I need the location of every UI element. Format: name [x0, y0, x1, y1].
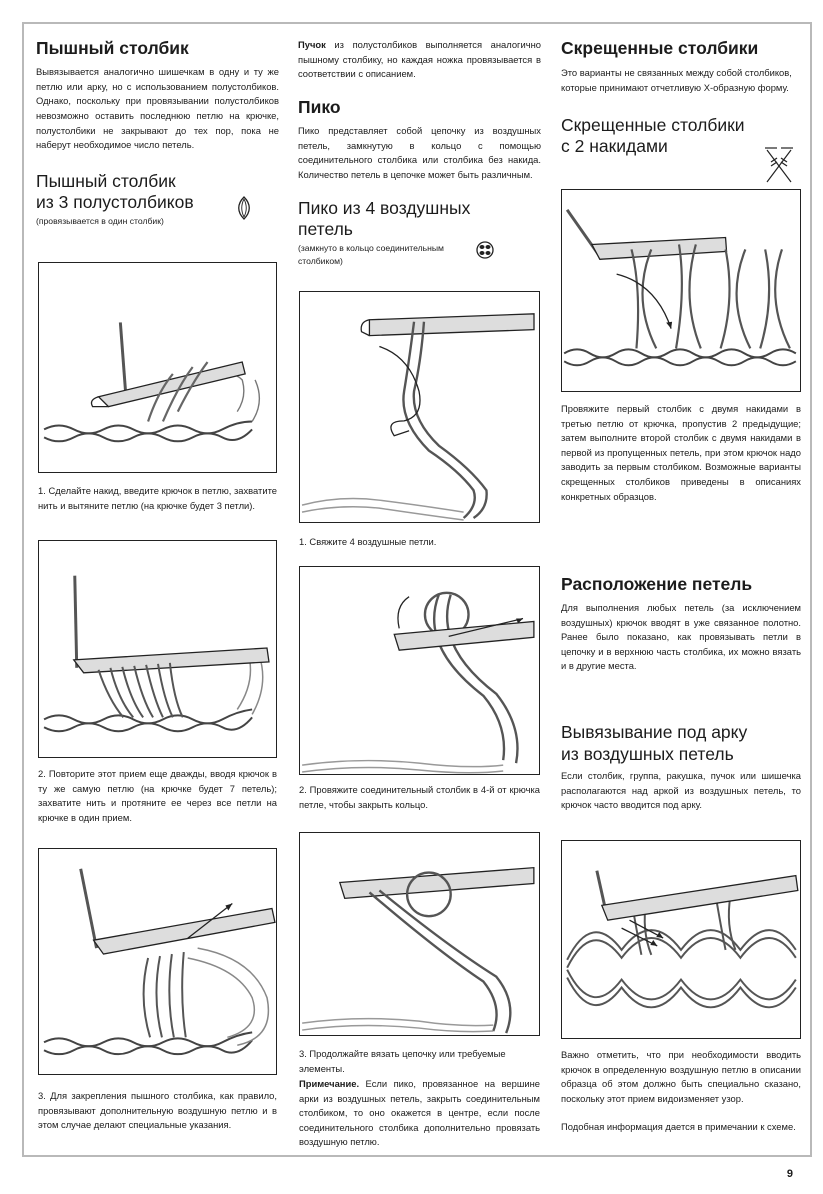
- caption-puff-step3: 3. Для закрепления пышного столбика, как правило, провязывают дополнительную воздушную петлю и в этом случае делают специальные указания.: [38, 1090, 277, 1131]
- figure-picot-step2: [299, 566, 540, 775]
- remark-text: Если пико, провязанное на вершине арки из воздушных петель, закрыть соединительным столбиком, то оно окажется в центре, если после соединительного столбика дополнительно провязать воздушную петлю.: [299, 1078, 540, 1148]
- figure-crossed-stitches: [561, 189, 801, 392]
- caption-picot-step1: 1. Свяжите 4 воздушные петли.: [299, 536, 437, 547]
- arch-title-line2: из воздушных петель: [561, 744, 734, 764]
- picot-symbol-icon: [474, 239, 496, 261]
- arch-note-1: Важно отметить, что при необходимости вводить крючок в определенную воздушную петлю в описании образца об этом должно быть специально сказано, поскольку этот прием видоизменяет узор.: [561, 1049, 801, 1104]
- subsection-title-line2: из 3 полустолбиков: [36, 191, 194, 212]
- bunch-paragraph: [298, 38, 541, 82]
- picot4-title-line2: петель: [298, 219, 353, 240]
- figure-picot-step1: [299, 291, 540, 523]
- caption-puff-step1: 1. Сделайте накид, введите крючок в петлю, захватите нить и вытяните петлю (на крючке будет 3 петли).: [38, 485, 277, 511]
- figure-arch-stitch: [561, 840, 801, 1039]
- column-right: [561, 38, 801, 157]
- figure-puff-step2: [38, 540, 277, 758]
- picot-remark: [299, 1077, 540, 1150]
- placement-text: Для выполнения любых петель (за исключением воздушных) крючок вводят в уже связанное полотно. Ранее было показано, как провязывать петли в цепочку и в верхнюю часть столбика, их можно вязать и в другие места.: [561, 602, 801, 672]
- section-title-placement: Расположение петель: [561, 574, 753, 594]
- section-title-picot: Пико: [298, 96, 341, 117]
- crossed-stitch-symbol-icon: [763, 142, 795, 184]
- figure-puff-step1: [38, 262, 277, 473]
- crossed-intro: Это варианты не связанных между собой столбиков, которые принимают отчетливую X-образную форму.: [561, 67, 792, 93]
- subsection-title-line1: Пышный столбик: [36, 170, 176, 191]
- picot-intro: Пико представляет собой цепочку из воздушных петель, замкнутую в кольцо с помощью соединительного столбика или столбика без накида. Количество петель в цепочке может быть различным.: [298, 124, 541, 180]
- bunch-text: из полустолбиков выполняется аналогично пышному столбику, но каждая ножка провязывается в соответствии с описанием.: [298, 39, 541, 80]
- crossed2-text: Провяжите первый столбик с двумя накидами в третью петлю от крючка, пропустив 2 предыдущие; затем выполните второй столбик с двумя накидами в первой из пропущенных петель, при этом крючок надо заводить за первым столбиком. Возможные варианты скрещенных столбиков приведены в описаниях конкретных образцов.: [561, 403, 801, 502]
- caption-picot-step2: 2. Провяжите соединительный столбик в 4-й от крючка петле, чтобы закрыть кольцо.: [299, 784, 540, 810]
- puff-stitch-symbol-icon: [236, 195, 252, 221]
- crossed2-title-line2: с 2 накидами: [561, 136, 668, 157]
- picot4-note: (замкнуто в кольцо соединительным столбиком): [298, 243, 444, 267]
- arch-note-2: Подобная информация дается в примечании к схеме.: [561, 1121, 796, 1132]
- page-number: 9: [786, 1168, 793, 1180]
- arch-title-line1: Вывязывание под арку: [561, 722, 748, 742]
- subsection-note: (провязывается в один столбик): [36, 215, 164, 226]
- figure-puff-step3: [38, 848, 277, 1075]
- section-title-puff-stitch: Пышный столбик: [36, 38, 189, 58]
- section-title-crossed: Скрещенные столбики: [561, 38, 759, 58]
- column-middle: [298, 38, 541, 268]
- crossed2-title-line1: Скрещенные столбики: [561, 115, 745, 136]
- figure-picot-step3: [299, 832, 540, 1036]
- picot4-title-line1: Пико из 4 воздушных: [298, 198, 471, 219]
- remark-label: Примечание.: [299, 1078, 360, 1089]
- caption-puff-step2: 2. Повторите этот прием еще дважды, вводя крючок в ту же самую петлю (на крючке будет 7 петель); захватите нить и протяните ее через все петли на крючке в один прием.: [38, 768, 277, 823]
- puff-stitch-intro: Вывязывается аналогично шишечкам в одну и ту же петлю или арку, но с использованием полустолбиков. Однако, поскольку при провязывании полустолбиков невозможно оставить последнюю петлю на крючке, полустолбики не закрывают до тех пор, пока не наберут необходимое число петель.: [36, 66, 279, 151]
- arch-text: Если столбик, группа, ракушка, пучок или шишечка располагаются над аркой из воздушных петель, то крючок часто вводится под арку.: [561, 770, 801, 811]
- bunch-term: Пучок: [298, 39, 326, 50]
- caption-picot-step3: 3. Продолжайте вязать цепочку или требуемые элементы.: [299, 1048, 506, 1074]
